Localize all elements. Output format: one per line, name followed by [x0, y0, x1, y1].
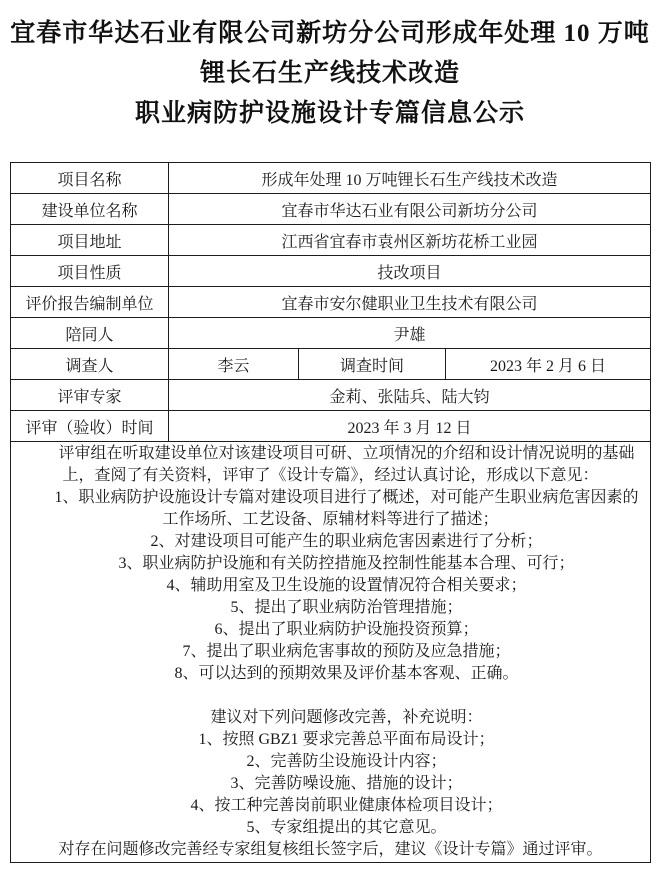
- info-table: [10, 162, 651, 863]
- row-value-project-name: 形成年处理 10 万吨锂长石生产线技术改造: [169, 163, 651, 194]
- table-row-investigator: [11, 349, 651, 380]
- suggestion-item-2: 2、完善防尘设施设计内容；: [246, 753, 447, 770]
- table-row-review-opinion: [11, 442, 651, 863]
- row-label-review-time: 评审（验收）时间: [11, 411, 169, 442]
- opinion-item-1: 1、职业病防护设施设计专篇对建设项目进行了概述，对可能产生职业病危害因素的工作场所、工艺设备、原辅材料等进行了描述；: [54, 489, 639, 528]
- suggestion-intro: 建议对下列问题修改完善，补充说明：: [210, 709, 483, 726]
- row-label-investigation-time: 调查时间: [299, 349, 446, 380]
- title-line-3: 职业病防护设施设计专篇信息公示: [134, 100, 525, 127]
- document-title: [0, 14, 660, 134]
- row-value-construction-unit: 宜春市华达石业有限公司新坊分公司: [169, 194, 651, 225]
- table-row-review-time: [11, 411, 651, 442]
- table-row-project-address: [11, 225, 651, 256]
- table-row-review-experts: [11, 380, 651, 411]
- suggestion-item-4: 4、按工种完善岗前职业健康体检项目设计；: [190, 797, 503, 814]
- row-value-investigation-time: 2023 年 2 月 6 日: [446, 349, 651, 380]
- row-value-project-address: 江西省宜春市袁州区新坊花桥工业园: [169, 225, 651, 256]
- row-label-construction-unit: 建设单位名称: [11, 194, 169, 225]
- row-value-investigator: 李云: [169, 349, 299, 380]
- review-opinion-cell: [11, 442, 651, 863]
- suggestion-item-5: 5、专家组提出的其它意见。: [246, 819, 447, 836]
- suggestion-item-3: 3、完善防噪设施、措施的设计；: [230, 775, 463, 792]
- opinion-conclusion: 对存在问题修改完善经专家组复核组长签字后，建议《设计专篇》通过评审。: [58, 841, 603, 858]
- row-value-review-experts: 金莉、张陆兵、陆大钧: [169, 380, 651, 411]
- table-row-report-unit: [11, 287, 651, 318]
- table-row-project-name: [11, 163, 651, 194]
- title-line-1: 宜春市华达石业有限公司新坊分公司形成年处理 10 万吨: [10, 20, 650, 47]
- table-row-project-nature: [11, 256, 651, 287]
- table-row-construction-unit: [11, 194, 651, 225]
- title-line-2: 锂长石生产线技术改造: [199, 60, 460, 87]
- opinion-item-2: 2、对建设项目可能产生的职业病危害因素进行了分析；: [150, 533, 543, 550]
- opinion-item-4: 4、辅助用室及卫生设施的设置情况符合相关要求；: [166, 577, 527, 594]
- opinion-blank-line: [15, 685, 646, 707]
- row-label-investigator: 调查人: [11, 349, 169, 380]
- row-label-report-unit: 评价报告编制单位: [11, 287, 169, 318]
- suggestion-item-1: 1、按照 GBZ1 要求完善总平面布局设计；: [198, 731, 495, 748]
- opinion-item-3: 3、职业病防护设施和有关防控措施及控制性能基本合理、可行；: [118, 555, 575, 572]
- opinion-item-5: 5、提出了职业病防治管理措施；: [230, 599, 463, 616]
- row-value-review-time: 2023 年 3 月 12 日: [169, 411, 651, 442]
- opinion-item-7: 7、提出了职业病危害事故的预防及应急措施；: [182, 643, 511, 660]
- opinion-item-8: 8、可以达到的预期效果及评价基本客观、正确。: [174, 665, 519, 682]
- row-label-project-name: 项目名称: [11, 163, 169, 194]
- row-label-accompanying-person: 陪同人: [11, 318, 169, 349]
- row-value-project-nature: 技改项目: [169, 256, 651, 287]
- row-label-review-experts: 评审专家: [11, 380, 169, 411]
- opinion-item-6: 6、提出了职业病防护设施投资预算；: [214, 621, 479, 638]
- table-row-accompanying-person: [11, 318, 651, 349]
- opinion-intro: 评审组在听取建设单位对该建设项目可研、立项情况的介绍和设计情况说明的基础上，查阅了有关资料，评审了《设计专篇》，经过认真讨论，形成以下意见：: [58, 445, 635, 484]
- row-value-accompanying-person: 尹雄: [169, 318, 651, 349]
- row-value-report-unit: 宜春市安尔健职业卫生技术有限公司: [169, 287, 651, 318]
- row-label-project-address: 项目地址: [11, 225, 169, 256]
- row-label-project-nature: 项目性质: [11, 256, 169, 287]
